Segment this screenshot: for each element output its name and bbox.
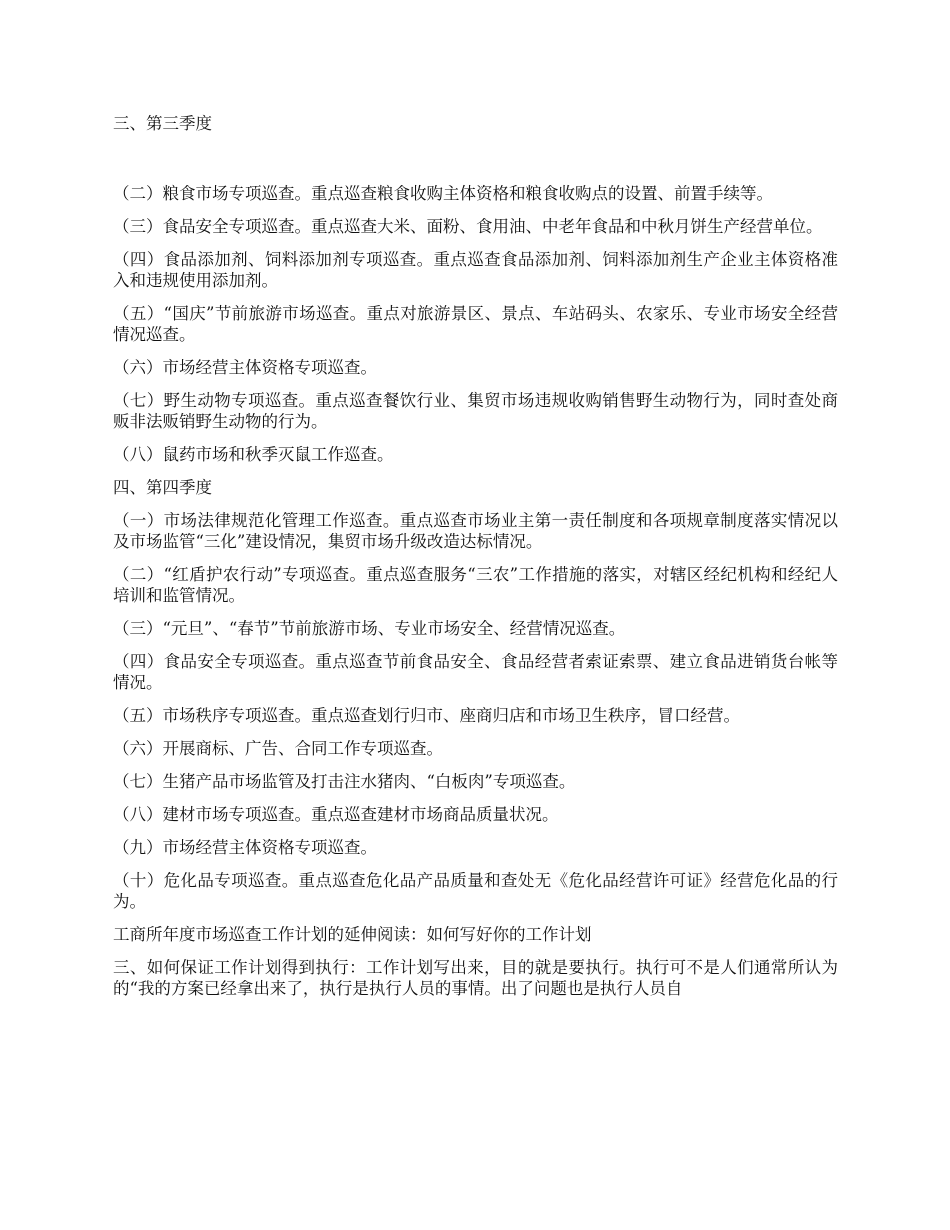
q4-item-10: （十）危化品专项巡查。重点巡查危化品产品质量和查处无《危化品经营许可证》经营危化品的行为。 <box>113 871 838 911</box>
q4-item-1: （一）市场法律规范化管理工作巡查。重点巡查市场业主第一责任制度和各项规章制度落实情况以及市场监管“三化”建设情况，集贸市场升级改造达标情况。 <box>113 511 838 551</box>
q4-item-9: （九）市场经营主体资格专项巡查。 <box>113 838 377 857</box>
extended-reading-paragraph: 三、如何保证工作计划得到执行：工作计划写出来，目的就是要执行。执行可不是人们通常所认为的“我的方案已经拿出来了，执行是执行人员的事情。出了问题也是执行人员自 <box>113 958 838 998</box>
q3-item-2: （二）粮食市场专项巡查。重点巡查粮食收购主体资格和粮食收购点的设置、前置手续等。 <box>113 184 773 203</box>
q4-item-5: （五）市场秩序专项巡查。重点巡查划行归市、座商归店和市场卫生秩序，冒口经营。 <box>113 706 740 725</box>
q3-item-7: （七）野生动物专项巡查。重点巡查餐饮行业、集贸市场违规收购销售野生动物行为，同时查处商贩非法贩销野生动物的行为。 <box>113 391 838 431</box>
q4-item-7: （七）生猪产品市场监管及打击注水猪肉、“白板肉”专项巡查。 <box>113 772 576 791</box>
q4-item-4: （四）食品安全专项巡查。重点巡查节前食品安全、食品经营者索证索票、建立食品进销货台帐等情况。 <box>113 652 838 692</box>
q4-item-8: （八）建材市场专项巡查。重点巡查建材市场商品质量状况。 <box>113 805 559 824</box>
q3-item-6: （六）市场经营主体资格专项巡查。 <box>113 358 377 377</box>
q3-item-5: （五）“国庆”节前旅游市场巡查。重点对旅游景区、景点、车站码头、农家乐、专业市场安全经营情况巡查。 <box>113 304 838 344</box>
q4-item-2: （二）“红盾护农行动”专项巡查。重点巡查服务“三农”工作措施的落实，对辖区经纪机构和经纪人培训和监管情况。 <box>113 565 838 605</box>
q3-item-3: （三）食品安全专项巡查。重点巡查大米、面粉、食用油、中老年食品和中秋月饼生产经营单位。 <box>113 217 823 236</box>
q3-item-8: （八）鼠药市场和秋季灭鼠工作巡查。 <box>113 445 394 464</box>
q4-item-6: （六）开展商标、广告、合同工作专项巡查。 <box>113 739 443 758</box>
extended-reading-title: 工商所年度市场巡查工作计划的延伸阅读：如何写好你的工作计划 <box>113 925 592 944</box>
q3-item-4: （四）食品添加剂、饲料添加剂专项巡查。重点巡查食品添加剂、饲料添加剂生产企业主体资格准入和违规使用添加剂。 <box>113 250 838 290</box>
section-heading-q4: 四、第四季度 <box>113 478 212 497</box>
section-heading-q3: 三、第三季度 <box>113 114 212 133</box>
document-body <box>113 183 838 1011</box>
q4-item-3: （三）“元旦”、“春节”节前旅游市场、专业市场安全、经营情况巡查。 <box>113 619 626 638</box>
